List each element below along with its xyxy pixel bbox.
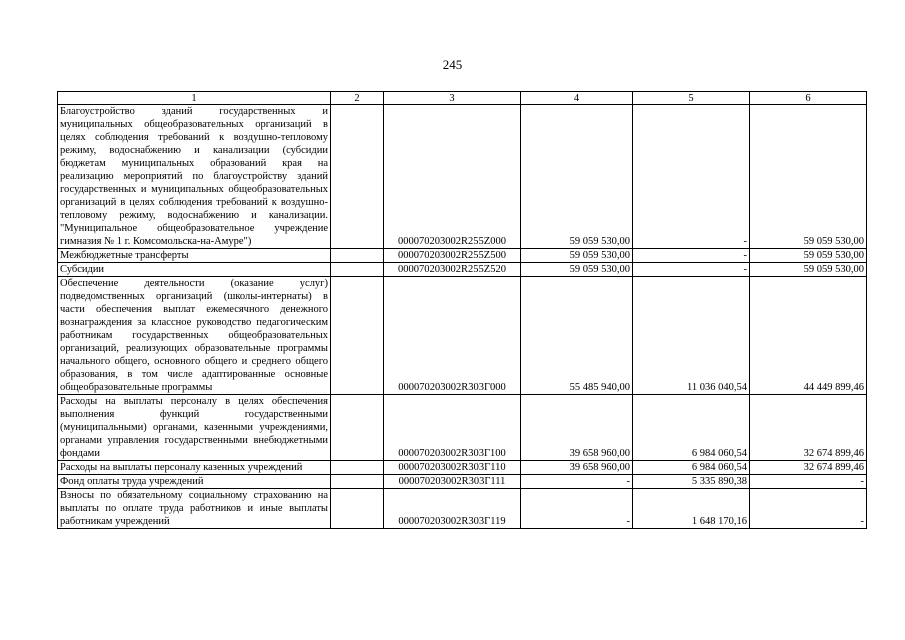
row-name: Взносы по обязательному социальному страхованию на выплаты по оплате труда работников и иные выплаты работникам учреждений <box>58 489 331 529</box>
row-rest: 59 059 530,00 <box>750 263 867 277</box>
row-csr: 000070203002R255Z520 <box>384 263 521 277</box>
row-plan: - <box>521 489 633 529</box>
row-code <box>331 395 384 461</box>
table-row <box>58 249 867 263</box>
row-code <box>331 461 384 475</box>
row-code <box>331 489 384 529</box>
table-row <box>58 105 867 249</box>
row-name: Благоустройство зданий государственных и муниципальных общеобразовательных организаций в целях соблюдения требований к воздушно-тепловому режиму, водоснабжению и канализации (субсидии бюджетам муниципальных образований края на реализацию мероприятий по благоустройству зданий государственных и муниципальных общеобразовательных организаций в целях соблюдения требований к воздушно-тепловому режиму, водоснабжению и канализации. "Муниципальное общеобразовательное учреждение гимназия № 1 г. Комсомольска-на-Амуре") <box>58 105 331 249</box>
row-code <box>331 105 384 249</box>
row-code <box>331 249 384 263</box>
column-header: 3 <box>384 92 521 105</box>
row-plan: 59 059 530,00 <box>521 263 633 277</box>
column-header: 4 <box>521 92 633 105</box>
row-done: 5 335 890,38 <box>633 475 750 489</box>
row-csr: 000070203002R303Г000 <box>384 277 521 395</box>
row-done: - <box>633 263 750 277</box>
row-plan: - <box>521 475 633 489</box>
row-plan: 59 059 530,00 <box>521 249 633 263</box>
table-header-row <box>58 92 867 105</box>
row-plan: 59 059 530,00 <box>521 105 633 249</box>
page-number: 245 <box>442 57 463 72</box>
row-plan: 39 658 960,00 <box>521 395 633 461</box>
row-csr: 000070203002R255Z000 <box>384 105 521 249</box>
table-row <box>58 475 867 489</box>
column-header: 2 <box>331 92 384 105</box>
row-csr: 000070203002R303Г111 <box>384 475 521 489</box>
row-csr: 000070203002R303Г119 <box>384 489 521 529</box>
row-done: - <box>633 249 750 263</box>
row-done: 6 984 060,54 <box>633 461 750 475</box>
row-rest: - <box>750 489 867 529</box>
row-code <box>331 263 384 277</box>
row-name: Субсидии <box>58 263 331 277</box>
row-code <box>331 475 384 489</box>
row-done: - <box>633 105 750 249</box>
row-plan: 55 485 940,00 <box>521 277 633 395</box>
row-name: Расходы на выплаты персоналу в целях обеспечения выполнения функций государственными (муниципальными) органами, казенными учреждениями, органами управления государственными внебюджетными фондами <box>58 395 331 461</box>
row-csr: 000070203002R303Г110 <box>384 461 521 475</box>
row-rest: 32 674 899,46 <box>750 395 867 461</box>
row-rest: - <box>750 475 867 489</box>
row-rest: 59 059 530,00 <box>750 105 867 249</box>
column-header: 1 <box>58 92 331 105</box>
row-name: Фонд оплаты труда учреждений <box>58 475 331 489</box>
row-name: Межбюджетные трансферты <box>58 249 331 263</box>
table-row <box>58 263 867 277</box>
row-done: 11 036 040,54 <box>633 277 750 395</box>
budget-table <box>57 91 867 529</box>
table-row <box>58 277 867 395</box>
row-rest: 32 674 899,46 <box>750 461 867 475</box>
row-csr: 000070203002R255Z500 <box>384 249 521 263</box>
row-done: 6 984 060,54 <box>633 395 750 461</box>
table-row <box>58 461 867 475</box>
row-rest: 44 449 899,46 <box>750 277 867 395</box>
column-header: 6 <box>750 92 867 105</box>
column-header: 5 <box>633 92 750 105</box>
table-row <box>58 395 867 461</box>
row-code <box>331 277 384 395</box>
row-rest: 59 059 530,00 <box>750 249 867 263</box>
row-done: 1 648 170,16 <box>633 489 750 529</box>
table-row <box>58 489 867 529</box>
row-plan: 39 658 960,00 <box>521 461 633 475</box>
row-name: Расходы на выплаты персоналу казенных учреждений <box>58 461 331 475</box>
row-name: Обеспечение деятельности (оказание услуг) подведомственных организаций (школы-интернаты) в части обеспечения выплат ежемесячного денежного вознаграждения за классное руководство педагогическим работникам государственных общеобразовательных организаций, реализующих образовательные программы начального общего, основного общего и среднего общего образования, в том числе адаптированные основные общеобразовательные программы <box>58 277 331 395</box>
row-csr: 000070203002R303Г100 <box>384 395 521 461</box>
